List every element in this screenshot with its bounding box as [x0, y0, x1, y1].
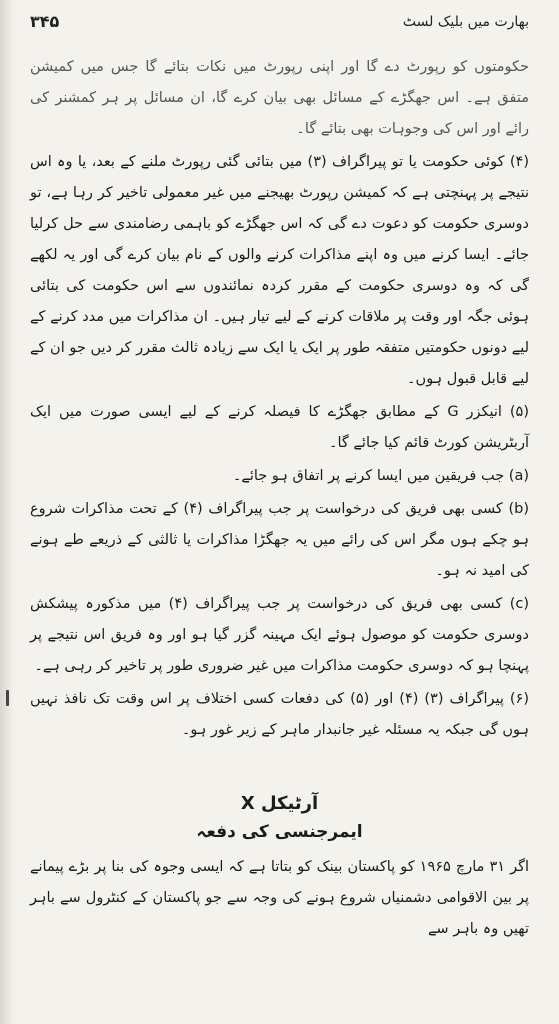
- running-book-title: بھارت میں بلیک لسٹ: [402, 14, 529, 30]
- article-subtitle: ایمرجنسی کی دفعہ: [196, 822, 363, 842]
- clause-b: (b) کسی بھی فریق کی درخواست پر جب پیراگراف (۴) کے تحت مذاکرات شروع ہو چکے ہوں مگر اس کی رائے میں یہ جھگڑا مذاکرات یا ثالثی کے ذریعے طے ہونے کی امید نہ ہو۔: [30, 501, 530, 579]
- paragraph-6: (۶) پیراگراف (۳) (۴) اور (۵) کی دفعات کسی اختلاف پر اس وقت تک نافذ نہیں ہوں گی جبکہ یہ مسئلہ غیر جانبدار ماہر کے زیر غور ہو۔: [30, 691, 529, 738]
- intro-paragraph: حکومتوں کو رپورٹ دے گا اور اپنی رپورٹ میں نکات بتائے گا جس میں کمیشن متفق ہے۔ اس جھگڑے کے مسائل بھی بیان کرے گا، ان مسائل پر ہر کمشنر کی رائے اور اس کی وجوہات بھی بتائے گا۔: [30, 59, 529, 137]
- running-header: [30, 12, 529, 42]
- page-body: [30, 52, 529, 947]
- article-text: اگر ۳۱ مارچ ۱۹۶۵ کو پاکستان بینک کو بتاتا ہے کہ ایسی وجوہ کی بنا پر بڑے پیمانے پر بین الاقوامی دشمنیاں شروع ہونے کی وجہ سے جو پاکستان کے کنٹرول سے باہر تھیں وہ باہر سے: [30, 859, 530, 937]
- page-spine-shadow: [0, 0, 14, 1024]
- article-title: آرٹیکل X: [240, 793, 319, 814]
- page-number: ۳۴۵: [30, 12, 60, 31]
- clause-c: (c) کسی بھی فریق کی درخواست پر جب پیراگراف (۴) میں مذکورہ پیشکش دوسری حکومت کو موصول ہوئے ایک مہینہ گزر گیا ہو اور وہ فریق اس نتیجے پر پہنچا ہو کہ دوسری حکومت مذاکرات میں غیر ضروری طور پر تاخیر کر رہی ہے۔: [30, 596, 530, 674]
- paragraph-5: (۵) انیکزر G کے مطابق جھگڑے کا فیصلہ کرنے کے لیے ایسی صورت میں ایک آربٹریشن کورٹ قائم کیا جائے گا۔: [30, 404, 529, 451]
- margin-mark: [6, 690, 9, 706]
- article-heading: [30, 790, 529, 846]
- paragraph-4: (۴) کوئی حکومت یا تو پیراگراف (۳) میں بتائی گئی رپورٹ ملنے کے بعد، یا وہ اس نتیجے پر پہنچتی ہے کہ کمیشن رپورٹ بھیجنے میں غیر معمولی تاخیر کر رہا ہے، تو دوسری حکومت کو دعوت دے گی کہ اس جھگڑے کو باہمی رضامندی سے حل کرلیا جائے۔ ایسا کرنے میں وہ اپنے مذاکرات کرنے والوں کے نام بیان کرے گی اور یہ لکھے گی کہ وہ دوسری حکومت کے مقرر کردہ نمائندوں سے اس حکومت کی بتائی ہوئی جگہ اور وقت پر ملاقات کرنے کے لیے تیار ہیں۔ ان مذاکرات میں مدد کرنے کے لیے دونوں حکومتیں متفقہ طور پر ایک یا ایک سے زیادہ ثالث مقرر کر دیں جو ان کے لیے قابل قبول ہوں۔: [30, 154, 529, 387]
- clause-a: (a) جب فریقین میں ایسا کرنے پر اتفاق ہو جائے۔: [232, 468, 529, 484]
